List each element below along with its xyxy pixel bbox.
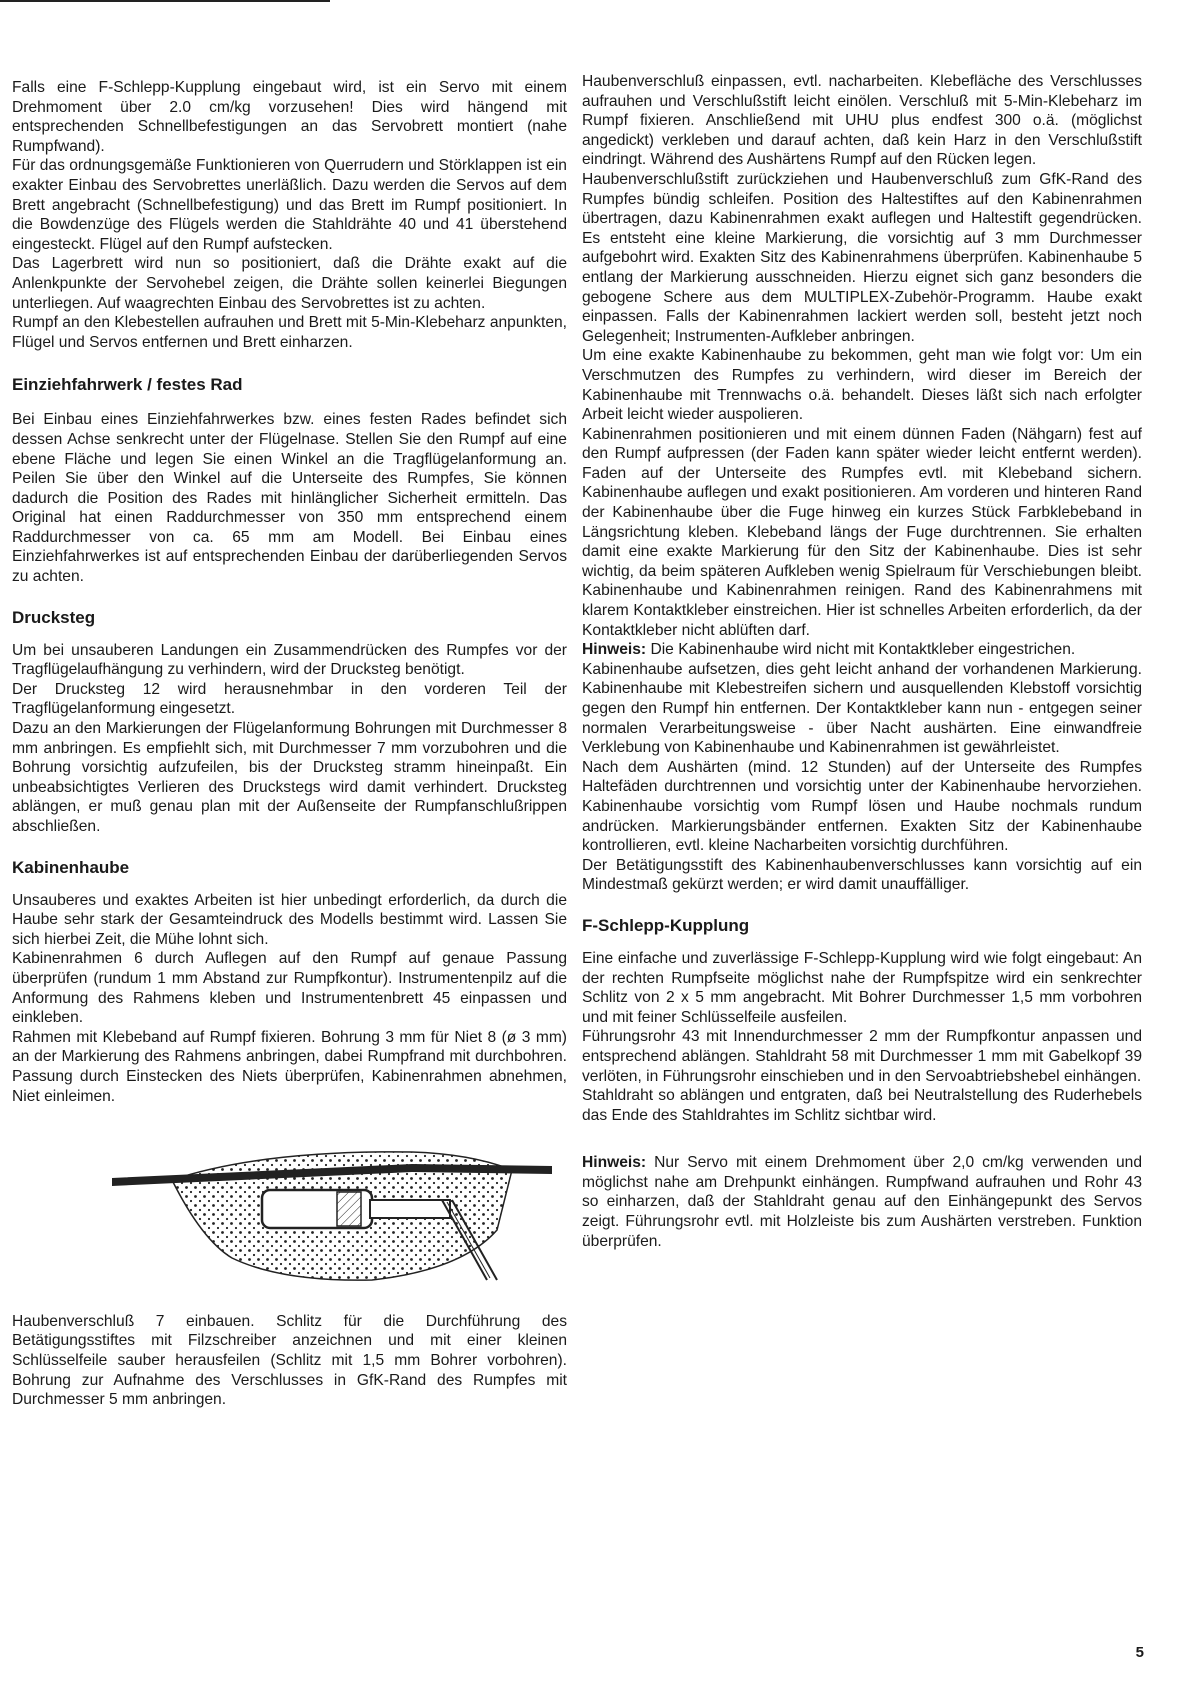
paragraph: Führungsrohr 43 mit Innendurchmesser 2 mm der Rumpfkontur anpassen und entsprechend ablängen. Stahldraht 58 mit Durchmesser 1 mm mit Gabelkopf 39 verlöten, in Führungsrohr einschieben und in den Servoabtriebshebel einhängen. (582, 1028, 1142, 1085)
note-label: Hinweis: (582, 641, 647, 659)
paragraph: Falls eine F-Schlepp-Kupplung eingebaut wird, ist ein Servo mit einem Drehmoment über 2.0 cm/kg vorzusehen! Dies wird hängend mit entsprechenden Schnellbefestigungen an das Servobrett montiert (nahe Rumpfwand). (12, 79, 567, 155)
paragraph: Das Lagerbrett wird nun so positioniert, daß die Drähte exakt auf die Anlenkpunkte der Servohebel zeigen, die Drähte sollen keinerlei Biegungen unterliegen. Auf waagrechten Einbau des Servobrettes ist zu achten. (12, 255, 567, 312)
paragraph: Kabinenrahmen 6 durch Auflegen auf den Rumpf auf genaue Passung überprüfen (rundum 1 mm Abstand zur Rumpfkontur). Instrumentenpilz auf die Anformung des Rahmens kleben und Instrumentenbrett 45 einpassen und einkleben. (12, 950, 567, 1027)
paragraph: Kabinenhaube aufsetzen, dies geht leicht anhand der vorhandenen Markierung. Kabinenhaube mit Klebestreifen sichern und ausquellenden Klebstoff vorsichtig gegen den Rumpf hin entfernen. Der Kontaktkleber kann nun - entgegen seiner normalen Verarbeitungsweise - über Nacht aushärten. Eine einwandfreie Verklebung von Kabinenhaube und Kabinenrahmen ist gewährleistet. (582, 660, 1142, 757)
paragraph: Haubenverschlußstift zurückziehen und Haubenverschluß zum GfK-Rand des Rumpfes bündig schleifen. Position des Haltestiftes auf den Kabinenrahmen übertragen, dazu Kabinenrahmen exakt auflegen und Haltestift gegendrücken. Es entsteht eine kleine Markierung, die vorsichtig auf 3 mm Durchmesser aufgebohrt wird. Exakten Sitz des Kabinenrahmens überprüfen. Kabinenhaube 5 entlang der Markierung ausschneiden. Hierzu eignet sich ganz besonders die gebogene Schere aus dem MULTIPLEX-Zubehör-Programm. Haube exakt einpassen. Falls der Kabinenrahmen lackiert werden soll, besteht jetzt noch Gelegenheit; Instrumenten-Aufkleber anbringen. (582, 170, 1142, 345)
note-text: Nur Servo mit einem Drehmoment über 2,0 cm/kg verwenden und möglichst nahe am Drehpunkt einhängen. Rumpfwand aufrauhen und Rohr 43 so einharzen, daß der Stahldraht genau auf den Einhängepunkt des Servos zeigt. Führungsrohr evtl. mit Holzleiste bis zum Aushärten verstreben. Funktion überprüfen. (582, 1154, 1142, 1250)
right-column (582, 72, 1142, 1251)
note-paragraph (582, 1153, 1142, 1251)
paragraph: Eine einfache und zuverlässige F-Schlepp-Kupplung wird wie folgt eingebaut: An der rechten Rumpfseite möglichst nahe der Rumpfspitze wird ein senkrechter Schlitz von 2 x 5 mm angebracht. Mit Bohrer Durchmesser 1,5 mm vorbohren und mit feiner Schlüsselfeile ausfeilen. (582, 949, 1142, 1026)
canopy-latch-illustration (112, 1140, 552, 1288)
paragraph: Stahldraht so ablängen und entgraten, daß bei Neutralstellung des Ruderhebels das Ende des Stahldrahtes im Schlitz sichtbar wird. (582, 1087, 1142, 1124)
note-paragraph (582, 640, 1142, 660)
paragraph: Bei Einbau eines Einziehfahrwerkes bzw. eines festen Rades befindet sich dessen Achse senkrecht unter der Flügelnase. Stellen Sie den Rumpf auf eine ebene Fläche und legen Sie einen Winkel an die Tragflügelanformung an. Peilen Sie über den Winkel auf die Unterseite des Rumpfes, Sie können dadurch die Position des Rades mit hinlänglicher Sicherheit ermitteln. Das Original hat einen Raddurchmesser von 350 mm entsprechend einem Raddurchmesser von ca. 65 mm am Modell. Bei Einbau eines Einziehfahrwerkes ist auf entsprechenden Einbau der darüberliegenden Servos zu achten. (12, 411, 567, 586)
paragraph: Unsauberes und exaktes Arbeiten ist hier unbedingt erforderlich, da durch die Haube sehr stark der Gesamteindruck des Modells bestimmt wird. Lassen Sie sich hierbei Zeit, die Mühe lohnt sich. (12, 891, 567, 948)
left-column (12, 78, 567, 1410)
paragraph: Der Drucksteg 12 wird herausnehmbar in den vorderen Teil der Tragflügelanformung eingesetzt. (12, 680, 567, 718)
paragraph: Für das ordnungsgemäße Funktionieren von Querrudern und Störklappen ist ein exakter Einbau des Servobrettes unerläßlich. Dazu werden die Servos auf dem Brett angebracht (Schnellbefestigung) und das Brett im Rumpf positioniert. In die Bowdenzüge des Flügels werden die Stahldrähte 40 und 41 überstehend eingesteckt. Flügel auf den Rumpf aufstecken. (12, 157, 567, 253)
paragraph: Haubenverschluß einpassen, evtl. nacharbeiten. Klebefläche des Verschlusses aufrauhen und Verschlußstift leicht einölen. Verschluß mit 5-Min-Klebeharz im Rumpf fixieren. Anschließend mit UHU plus endfest 300 o.ä. (möglichst angedickt) verkleben und darauf achten, daß kein Harz in den Verschlußstift eindringt. Während des Aushärtens Rumpf auf den Rücken legen. (582, 73, 1142, 169)
paragraph: Rumpf an den Klebestellen aufrauhen und Brett mit 5-Min-Klebeharz anpunkten, Flügel und Servos entfernen und Brett einharzen. (12, 314, 567, 351)
paragraph: Um eine exakte Kabinenhaube zu bekommen, geht man wie folgt vor: Um ein Verschmutzen des Rumpfes zu verhindern, wird dieser im Bereich der Kabinenhaube mit Trennwachs o.ä. behandelt. Dieses läßt sich nach erfolgter Arbeit leicht wieder auspolieren. (582, 347, 1142, 424)
note-text: Die Kabinenhaube wird nicht mit Kontaktkleber eingestrichen. (646, 641, 1076, 659)
paragraph: Haubenverschluß 7 einbauen. Schlitz für die Durchführung des Betätigungsstiftes mit Filzschreiber anzeichnen und mit einer kleinen Schlüsselfeile sauber herausfeilen (Schlitz mit 1,5 mm Bohrer vorbohren). Bohrung zur Aufnahme des Verschlusses in GfK-Rand des Rumpfes mit Durchmesser 5 mm anbringen. (12, 1312, 567, 1409)
paragraph: Kabinenrahmen positionieren und mit einem dünnen Faden (Nähgarn) fest auf den Rumpf aufpressen (der Faden kann später wieder leicht entfernt werden). Faden auf der Unterseite des Rumpfes evtl. mit Klebeband sichern. Kabinenhaube auflegen und exakt positionieren. Am vorderen und hinteren Rand der Kabinenhaube über die Fuge hinweg ein kurzes Stück Farbklebeband in Längsrichtung kleben. Klebeband längs der Fuge durchtrennen. Sie erhalten damit eine exakte Markierung für den Sitz der Kabinenhaube. Dies ist sehr wichtig, da beim späteren Aufkleben wenig Spielraum für Verschiebungen bleibt. Kabinenhaube und Kabinenrahmen reinigen. Rand des Kabinenrahmens mit klarem Kontaktkleber einstreichen. Hier ist schnelles Arbeiten erforderlich, da der Kontaktkleber nicht ablüften darf. (582, 425, 1142, 639)
paragraph: Dazu an den Markierungen der Flügelanformung Bohrungen mit Durchmesser 8 mm anbringen. Es empfiehlt sich, mit Durchmesser 7 mm vorzubohren und die Bohrung vorsichtig aufzufeilen, bis der Drucksteg stramm hineinpaßt. Ein unbeabsichtigtes Verlieren des Druckstegs wird damit verhindert. Drucksteg ablängen, er muß genau plan mit der Außenseite der Rumpfanschlußrippen abschließen. (12, 720, 567, 835)
top-rule (0, 0, 330, 2)
note-label: Hinweis: (582, 1154, 647, 1172)
paragraph: Der Betätigungsstift des Kabinenhaubenverschlusses kann vorsichtig auf ein Mindestmaß gekürzt werden; er wird damit unauffälliger. (582, 856, 1142, 894)
paragraph: Rahmen mit Klebeband auf Rumpf fixieren. Bohrung 3 mm für Niet 8 (ø 3 mm) an der Markierung des Rahmens anbringen, dabei Rumpfrand mit durchbohren. Passung durch Einstecken des Niets überprüfen, Kabinenrahmen abnehmen, Niet einleimen. (12, 1028, 567, 1105)
section-heading-drucksteg: Drucksteg (12, 607, 96, 627)
paragraph: Um bei unsauberen Landungen ein Zusammendrücken des Rumpfes vor der Tragflügelaufhängung zu verhindern, wird der Drucksteg benötigt. (12, 641, 567, 679)
page-number: 5 (1135, 1644, 1144, 1661)
section-heading-kabinenhaube: Kabinenhaube (12, 857, 130, 877)
paragraph: Nach dem Aushärten (mind. 12 Stunden) auf der Unterseite des Rumpfes Haltefäden durchtrennen und vorsichtig unter der Kabinenhaube hervorziehen. Kabinenhaube vorsichtig vom Rumpf lösen und Haube nochmals rundum andrücken. Markierungsbänder entfernen. Exakten Sitz der Kabinenhaube kontrollieren, evtl. kleine Nacharbeiten vorsichtig durchführen. (582, 758, 1142, 855)
section-heading-einziehfahrwerk: Einziehfahrwerk / festes Rad (12, 375, 243, 395)
section-heading-f-schlepp: F-Schlepp-Kupplung (582, 915, 750, 935)
